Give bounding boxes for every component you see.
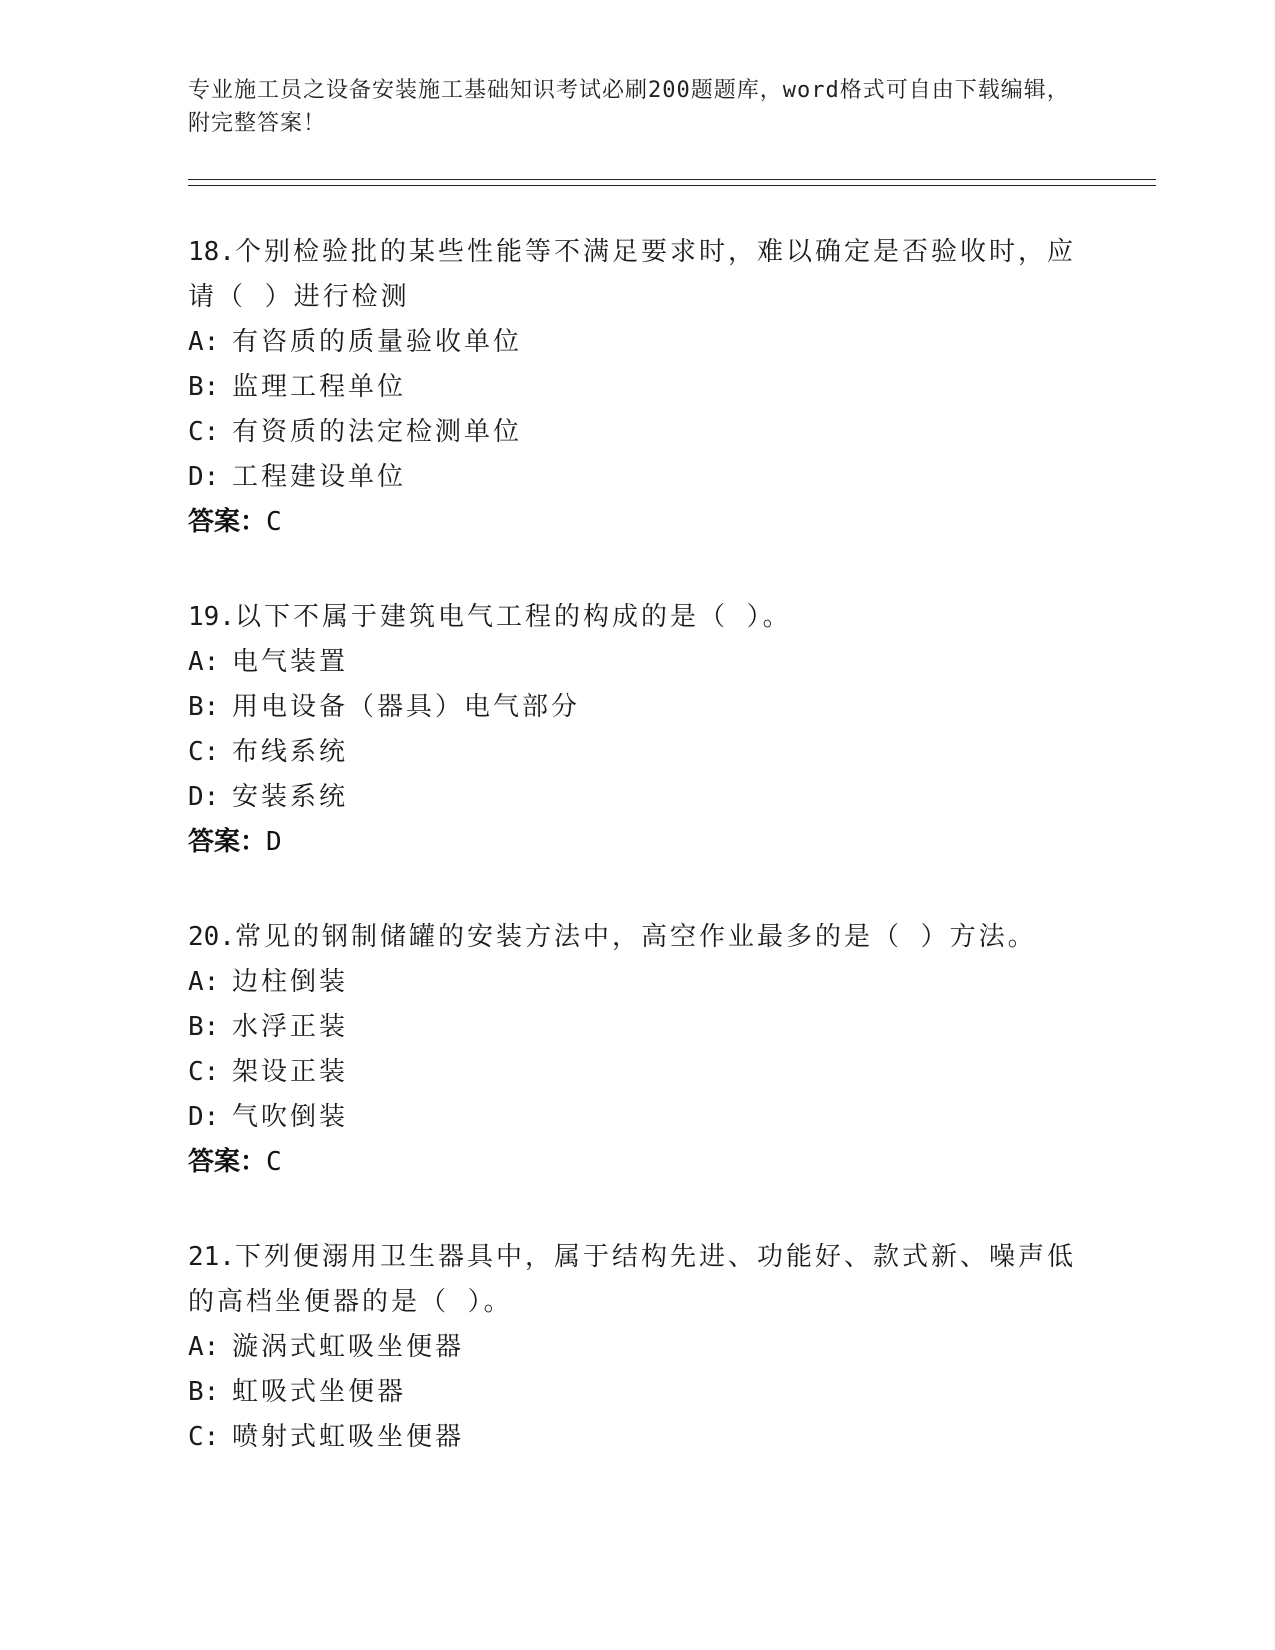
option-text: 有资质的法定检测单位 bbox=[232, 417, 523, 447]
option-a bbox=[188, 640, 1088, 685]
option-d bbox=[188, 455, 1088, 500]
option-a bbox=[188, 1325, 1088, 1370]
option-text: 电气装置 bbox=[232, 647, 349, 677]
answer-line bbox=[188, 500, 1088, 545]
answer-value: C bbox=[266, 507, 282, 537]
option-c bbox=[188, 1415, 1088, 1460]
option-c bbox=[188, 410, 1088, 455]
question-list bbox=[188, 230, 1088, 1510]
option-letter: B: bbox=[188, 372, 220, 402]
question-body: 下列便溺用卫生器具中，属于结构先进、功能好、款式新、噪声低的高档坐便器的是（ ）。 bbox=[188, 1242, 1076, 1317]
option-text: 水浮正装 bbox=[232, 1012, 349, 1042]
question-number: 18. bbox=[188, 237, 235, 267]
question-body: 以下不属于建筑电气工程的构成的是（ ）。 bbox=[234, 602, 792, 632]
option-a bbox=[188, 320, 1088, 365]
question-number: 20. bbox=[188, 922, 235, 952]
question-number: 21. bbox=[188, 1242, 235, 1272]
option-b bbox=[188, 1005, 1088, 1050]
option-letter: D: bbox=[188, 462, 220, 492]
header-divider bbox=[188, 179, 1156, 186]
option-letter: C: bbox=[188, 1422, 220, 1452]
option-text: 监理工程单位 bbox=[232, 372, 407, 402]
option-a bbox=[188, 960, 1088, 1005]
question-text bbox=[188, 595, 1088, 640]
answer-value: C bbox=[266, 1147, 282, 1177]
option-letter: A: bbox=[188, 647, 220, 677]
option-letter: D: bbox=[188, 1102, 220, 1132]
option-letter: B: bbox=[188, 692, 220, 722]
question-text bbox=[188, 915, 1088, 960]
option-text: 安装系统 bbox=[232, 782, 349, 812]
option-letter: B: bbox=[188, 1012, 220, 1042]
option-b bbox=[188, 685, 1088, 730]
option-text: 漩涡式虹吸坐便器 bbox=[232, 1332, 465, 1362]
option-text: 有咨质的质量验收单位 bbox=[232, 327, 523, 357]
option-text: 用电设备（器具）电气部分 bbox=[232, 692, 581, 722]
option-d bbox=[188, 1095, 1088, 1140]
question-body: 常见的钢制储罐的安装方法中，高空作业最多的是（ ）方法。 bbox=[234, 922, 1037, 952]
option-letter: D: bbox=[188, 782, 220, 812]
option-letter: A: bbox=[188, 967, 220, 997]
answer-line bbox=[188, 820, 1088, 865]
question-text bbox=[188, 1235, 1088, 1325]
option-text: 边柱倒装 bbox=[232, 967, 349, 997]
option-c bbox=[188, 730, 1088, 775]
question-body: 个别检验批的某些性能等不满足要求时，难以确定是否验收时，应请（ ）进行检测 bbox=[188, 237, 1076, 312]
option-text: 架设正装 bbox=[232, 1057, 349, 1087]
question-21 bbox=[188, 1235, 1088, 1460]
option-letter: C: bbox=[188, 737, 220, 767]
option-letter: A: bbox=[188, 327, 220, 357]
answer-line bbox=[188, 1140, 1088, 1185]
option-text: 工程建设单位 bbox=[232, 462, 407, 492]
question-18 bbox=[188, 230, 1088, 545]
option-letter: A: bbox=[188, 1332, 220, 1362]
option-text: 布线系统 bbox=[232, 737, 349, 767]
answer-label: 答案： bbox=[188, 507, 267, 537]
answer-label: 答案： bbox=[188, 827, 267, 857]
option-text: 气吹倒装 bbox=[232, 1102, 349, 1132]
option-text: 喷射式虹吸坐便器 bbox=[232, 1422, 465, 1452]
option-d bbox=[188, 775, 1088, 820]
option-b bbox=[188, 365, 1088, 410]
answer-label: 答案： bbox=[188, 1147, 267, 1177]
answer-value: D bbox=[266, 827, 282, 857]
option-c bbox=[188, 1050, 1088, 1095]
option-text: 虹吸式坐便器 bbox=[232, 1377, 407, 1407]
question-20 bbox=[188, 915, 1088, 1185]
question-text bbox=[188, 230, 1088, 320]
question-19 bbox=[188, 595, 1088, 865]
document-header-text: 专业施工员之设备安装施工基础知识考试必刷200题题库，word格式可自由下载编辑，附完整答案！ bbox=[188, 78, 1070, 136]
option-b bbox=[188, 1370, 1088, 1415]
option-letter: C: bbox=[188, 417, 220, 447]
option-letter: C: bbox=[188, 1057, 220, 1087]
question-number: 19. bbox=[188, 602, 235, 632]
option-letter: B: bbox=[188, 1377, 220, 1407]
